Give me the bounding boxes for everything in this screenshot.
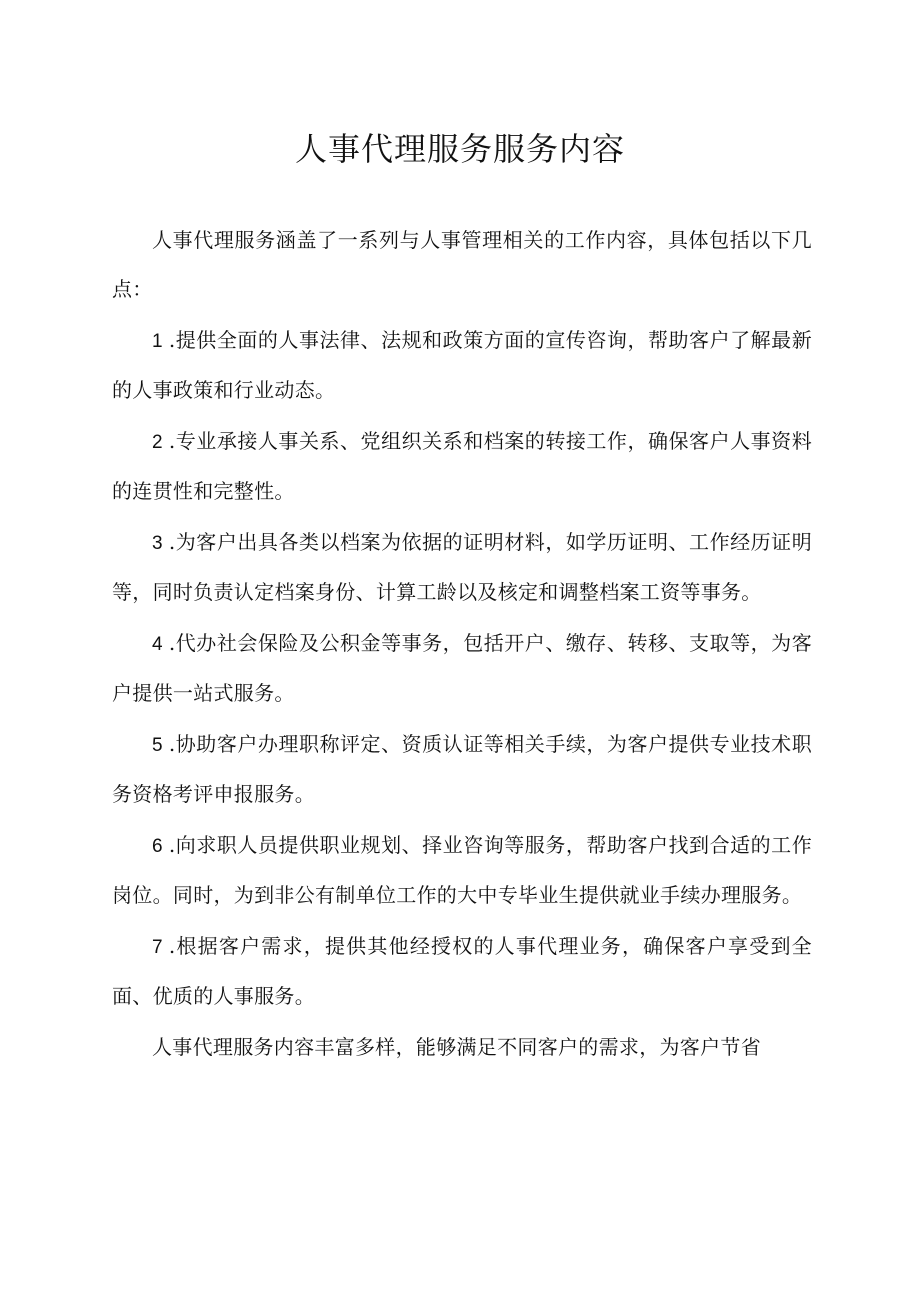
item-number: 1 <box>152 331 163 352</box>
list-item <box>112 922 812 1021</box>
item-number: 3 <box>152 533 163 554</box>
list-item <box>112 720 812 819</box>
item-text: .为客户出具各类以档案为依据的证明材料，如学历证明、工作经历证明等，同时负责认定档案身份、计算工龄以及核定和调整档案工资等事务。 <box>112 530 812 604</box>
item-text: .协助客户办理职称评定、资质认证等相关手续，为客户提供专业技术职务资格考评申报服务。 <box>112 732 812 806</box>
item-number: 2 <box>152 432 163 453</box>
item-text: .向求职人员提供职业规划、择业咨询等服务，帮助客户找到合适的工作岗位。同时，为到非公有制单位工作的大中专毕业生提供就业手续办理服务。 <box>112 833 812 907</box>
item-text: .根据客户需求，提供其他经授权的人事代理业务，确保客户享受到全面、优质的人事服务。 <box>112 934 812 1008</box>
item-number: 7 <box>152 937 163 958</box>
list-item <box>112 417 812 516</box>
document-title: 人事代理服务服务内容 <box>294 130 625 168</box>
list-item <box>112 619 812 718</box>
list-item <box>112 518 812 617</box>
item-number: 4 <box>152 634 163 655</box>
list-item <box>112 821 812 920</box>
list-item <box>112 316 812 415</box>
intro-paragraph: 人事代理服务涵盖了一系列与人事管理相关的工作内容，具体包括以下几点： <box>112 228 812 301</box>
item-number: 6 <box>152 836 163 857</box>
item-number: 5 <box>152 735 163 756</box>
item-text: .专业承接人事关系、党组织关系和档案的转接工作，确保客户人事资料的连贯性和完整性。 <box>112 429 812 503</box>
item-text: .代办社会保险及公积金等事务，包括开户、缴存、转移、支取等，为客户提供一站式服务。 <box>112 631 812 705</box>
document-body <box>112 216 812 1074</box>
closing-paragraph: 人事代理服务内容丰富多样，能够满足不同客户的需求，为客户节省 <box>152 1035 761 1059</box>
item-text: .提供全面的人事法律、法规和政策方面的宣传咨询，帮助客户了解最新的人事政策和行业动态。 <box>112 328 812 402</box>
